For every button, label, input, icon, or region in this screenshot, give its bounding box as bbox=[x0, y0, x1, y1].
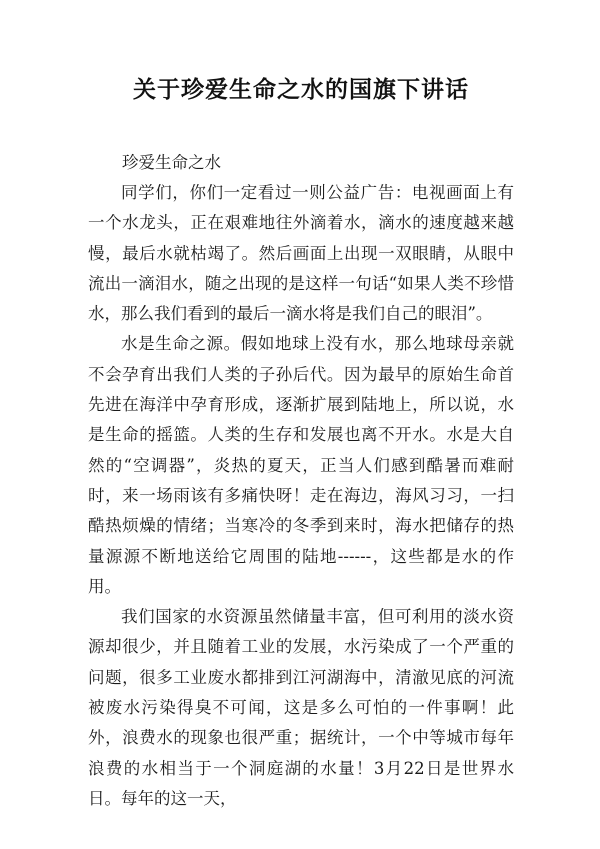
document-title: 关于珍爱生命之水的国旗下讲话 bbox=[133, 76, 469, 103]
document-subtitle: 珍爱生命之水 bbox=[122, 153, 221, 172]
paragraph-water-resources: 我们国家的水资源虽然储量丰富，但可利用的淡水资源却很少，并且随着工业的发展，水污染成了一个严重的问题，很多工业废水都排到江河湖海中，清澈见底的河流被废水污染得臭不可闻，这是多么可怕的一件事啊！此外，浪费水的现象也很严重；据统计，一个中等城市每年浪费的水相当于一个洞庭湖的水量！3月22日是世界水日。每年的这一天， bbox=[88, 607, 514, 808]
paragraph-intro: 同学们，你们一定看过一则公益广告：电视画面上有一个水龙头，正在艰难地往外滴着水，滴水的速度越来越慢，最后水就枯竭了。然后画面上出现一双眼睛，从眼中流出一滴泪水，随之出现的是这样一句话“如果人类不珍惜水，那么我们看到的最后一滴水将是我们自己的眼泪”。 bbox=[88, 183, 514, 324]
paragraph-source-of-life: 水是生命之源。假如地球上没有水，那么地球母亲就不会孕育出我们人类的子孙后代。因为最早的原始生命首先进在海洋中孕育形成，逐渐扩展到陆地上，所以说，水是生命的摇篮。人类的生存和发展也离不开水。水是大自然的“空调器”，炎热的夏天，正当人们感到酷暑而难耐时，来一场雨该有多痛快呀！走在海边，海风习习，一扫酷热烦燥的情绪；当寒冷的冬季到来时，海水把储存的热量源源不断地送给它周围的陆地------，这些都是水的作用。 bbox=[88, 334, 514, 596]
